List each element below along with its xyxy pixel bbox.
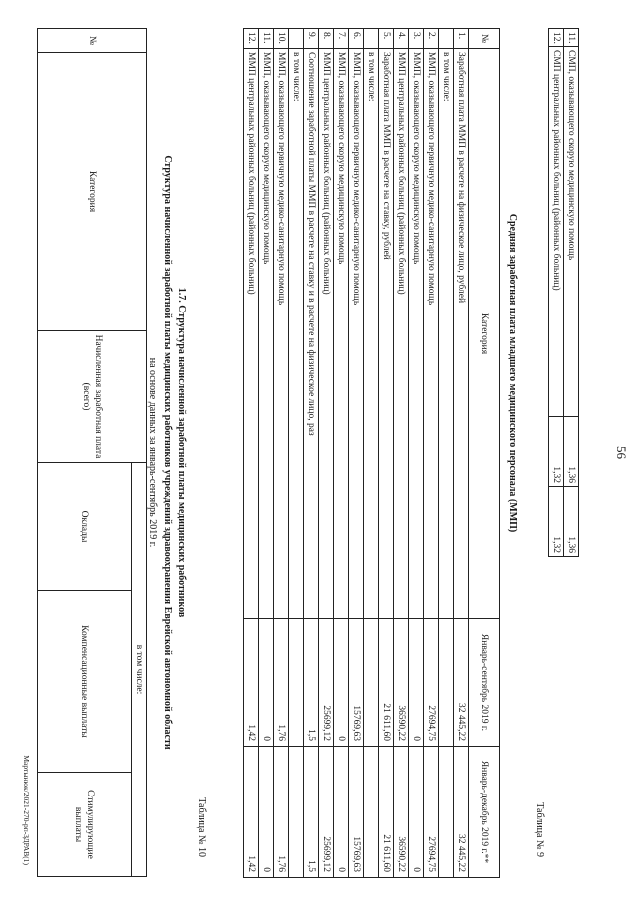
row-category: ММП, оказывающего первичную медико-санитарную помощь xyxy=(274,49,289,619)
row-value-jan-dec xyxy=(289,747,304,878)
row-number: 10. xyxy=(274,29,289,49)
table9-body xyxy=(244,29,469,878)
header-including: в том числе: xyxy=(132,463,147,877)
table-row xyxy=(304,29,319,878)
header-jan-dec: Январь-декабрь 2019 г.** xyxy=(469,747,500,878)
header-category: Категория xyxy=(38,53,147,331)
row-value-jan-sep xyxy=(289,619,304,747)
table-header-row xyxy=(469,29,500,878)
row-number: 1. xyxy=(454,29,469,49)
row-value-jan-sep: 27694,75 xyxy=(424,619,439,747)
row-category: ММП, оказывающего скорую медицинскую помощь xyxy=(334,49,349,619)
row-value-jan-sep: 32 445,22 xyxy=(454,619,469,747)
row-number xyxy=(289,29,304,49)
table-row xyxy=(424,29,439,878)
row-value-jan-sep: 0 xyxy=(409,619,424,747)
header-category: Категория xyxy=(469,49,500,619)
document-footer: Мартынюк/2021-270-рп-ЗДРАВ(1) xyxy=(22,755,31,865)
table-row xyxy=(409,29,424,878)
row-category: в том числе: xyxy=(364,49,379,619)
table-row xyxy=(274,29,289,878)
table-row xyxy=(364,29,379,878)
row-number: 7. xyxy=(334,29,349,49)
table-row xyxy=(319,29,334,878)
row-value-jan-sep xyxy=(439,619,454,747)
row-value-1: 1,36 xyxy=(564,417,579,487)
header-salaries: Оклады xyxy=(38,463,132,591)
row-value-jan-sep xyxy=(364,619,379,747)
row-category: ММП, оказывающего первичную медико-санитарную помощь xyxy=(424,49,439,619)
table-row xyxy=(349,29,364,878)
row-value-jan-dec: 27694,75 xyxy=(424,747,439,878)
table-row xyxy=(454,29,469,878)
table-row xyxy=(439,29,454,878)
row-value-jan-sep: 1,42 xyxy=(244,619,259,747)
row-value-jan-sep: 1,76 xyxy=(274,619,289,747)
row-value-jan-dec: 21 611,60 xyxy=(379,747,394,878)
row-value-jan-dec: 32 445,22 xyxy=(454,747,469,878)
row-number: 11. xyxy=(259,29,274,49)
row-number: 5. xyxy=(379,29,394,49)
row-value-jan-sep: 1,5 xyxy=(304,619,319,747)
page-number: 56 xyxy=(614,446,629,459)
row-value-jan-sep: 25699,12 xyxy=(319,619,334,747)
row-category: ММП центральных районных больниц (районных больниц) xyxy=(394,49,409,619)
row-category: Соотношение заработной платы ММП в расчете на ставку и в расчете на физическое лицо, раз xyxy=(304,49,319,619)
row-value-jan-dec: 1,42 xyxy=(244,747,259,878)
table-row xyxy=(394,29,409,878)
row-value-jan-dec xyxy=(364,747,379,878)
table-row xyxy=(259,29,274,878)
row-value-jan-sep: 36590,22 xyxy=(394,619,409,747)
row-value-jan-dec: 0 xyxy=(409,747,424,878)
row-number: 11. xyxy=(564,29,579,47)
row-value-jan-dec: 1,76 xyxy=(274,747,289,878)
header-incentive: Стимулирующие выплаты xyxy=(38,773,132,877)
header-compensation: Компенсационные выплаты xyxy=(38,591,132,773)
row-category: ММП центральных районных больниц (районных больниц) xyxy=(319,49,334,619)
row-value-jan-dec: 0 xyxy=(334,747,349,878)
row-value-jan-sep: 21 611,60 xyxy=(379,619,394,747)
row-value-jan-sep: 0 xyxy=(334,619,349,747)
row-number: 12. xyxy=(244,29,259,49)
row-value-jan-dec: 15769,63 xyxy=(349,747,364,878)
row-number: 12. xyxy=(549,29,564,47)
table-row xyxy=(334,29,349,878)
row-category: Заработная плата ММП в расчете на физическое лицо, рублей xyxy=(454,49,469,619)
table-row xyxy=(549,29,564,557)
row-category: в том числе: xyxy=(439,49,454,619)
table-row xyxy=(379,29,394,878)
row-value-2: 1,32 xyxy=(549,487,564,557)
row-category: ММП, оказывающего скорую медицинскую помощь xyxy=(259,49,274,619)
row-number: 4. xyxy=(394,29,409,49)
row-category: Заработная плата ММП в расчете на ставку, рублей xyxy=(379,49,394,619)
row-number: 8. xyxy=(319,29,334,49)
row-category: ММП центральных районных больниц (районных больниц) xyxy=(244,49,259,619)
header-number: № xyxy=(469,29,500,49)
row-value-jan-sep: 0 xyxy=(259,619,274,747)
row-value-jan-dec xyxy=(439,747,454,878)
row-value-jan-dec: 1,5 xyxy=(304,747,319,878)
header-jan-sep: Январь-сентябрь 2019 г. xyxy=(469,619,500,747)
row-number: 2. xyxy=(424,29,439,49)
row-value-2: 1,36 xyxy=(564,487,579,557)
table9-title: Средняя заработная плата младшего медицинского персонала (ММП) xyxy=(507,213,518,533)
row-category: ММП, оказывающего первичную медико-санитарную помощь xyxy=(349,49,364,619)
table-row xyxy=(289,29,304,878)
row-value-jan-dec: 36590,22 xyxy=(394,747,409,878)
table-row xyxy=(564,29,579,557)
header-total-pay: Начисленная заработная плата (всего) xyxy=(38,331,147,463)
row-number: 9. xyxy=(304,29,319,49)
table10-number: Таблица № 10 xyxy=(196,797,207,857)
row-number: 3. xyxy=(409,29,424,49)
row-number xyxy=(439,29,454,49)
section-title: 1.7. Структура начисленной заработной платы медицинских работников xyxy=(176,287,187,618)
row-category: ММП, оказывающего скорую медицинскую помощь xyxy=(409,49,424,619)
header-number: № xyxy=(38,29,147,53)
table-header-row xyxy=(132,29,147,877)
row-value-jan-dec: 25699,12 xyxy=(319,747,334,878)
row-number: 6. xyxy=(349,29,364,49)
row-value-1: 1,32 xyxy=(549,417,564,487)
table10-title: Структура начисленной заработной платы медицинских работников учреждений здравоохранения Еврейской автономной области xyxy=(162,155,173,750)
row-value-jan-dec: 0 xyxy=(259,747,274,878)
table-row xyxy=(244,29,259,878)
table9-number: Таблица № 9 xyxy=(534,802,545,857)
row-category: СМП центральных районных больниц (районных больниц) xyxy=(549,47,564,417)
row-number xyxy=(364,29,379,49)
top-continuation-table xyxy=(548,28,579,557)
table10-note: на основе данных за январь-сентябрь 2019 г. xyxy=(147,357,158,548)
table9 xyxy=(243,28,500,878)
table10 xyxy=(37,28,147,877)
row-category: в том числе: xyxy=(289,49,304,619)
row-category: СМП, оказывающего скорую медицинскую помощь xyxy=(564,47,579,417)
row-value-jan-sep: 15769,63 xyxy=(349,619,364,747)
